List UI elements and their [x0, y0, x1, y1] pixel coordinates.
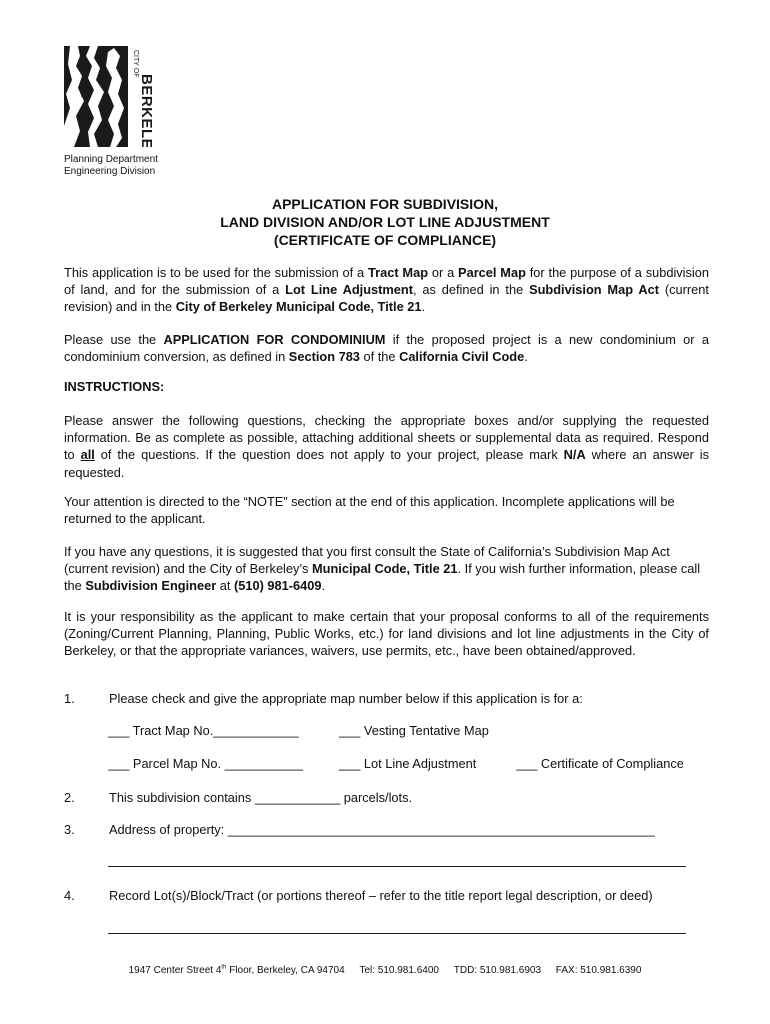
intro-bold-map-act: Subdivision Map Act [529, 282, 660, 298]
instr-text: . If you wish further information, please call the [64, 561, 701, 594]
department-name: Planning Department [64, 154, 158, 165]
address-continuation-line[interactable] [108, 866, 686, 867]
footer-address-street: 1947 Center Street 4 [128, 965, 222, 977]
parcel-map-field[interactable]: ___ Parcel Map No. ___________ [108, 756, 303, 771]
question-number: 3. [64, 822, 75, 837]
condo-text: Please use the [64, 332, 164, 347]
instr-bold-engineer: Subdivision Engineer [85, 578, 217, 594]
division-name: Engineering Division [64, 166, 156, 177]
property-address-field[interactable]: Address of property: ____________________________________________________________ [109, 822, 655, 837]
condo-bold-section: Section 783 [288, 349, 360, 365]
intro-text: , as defined in the [412, 282, 530, 298]
logo-city-of-text: CITY OF [132, 50, 139, 78]
page-title [0, 195, 770, 249]
footer-tel: Tel: 510.981.6400 [359, 965, 439, 977]
instr-text: If you have any questions, it is suggested that you first consult the State of California’s Subdivision Map Act (current revision) and the City of Berkeley’s [64, 544, 670, 577]
record-lot-answer-line[interactable] [108, 933, 686, 934]
intro-bold-tract-map: Tract Map [368, 265, 429, 280]
condo-bold-application: APPLICATION FOR CONDOMINIUM [163, 332, 386, 347]
parcels-count-field[interactable]: This subdivision contains ____________ parcels/lots. [109, 790, 413, 805]
condominium-paragraph [64, 331, 709, 365]
intro-text: This application is to be used for the submission of a [64, 265, 368, 280]
instr-text: where an answer is requested. [64, 447, 709, 480]
instr-text: at [216, 578, 234, 594]
instr-text: Please answer the following questions, checking the appropriate boxes and/or supplying the requested information. Be as complete as possible, attaching additional sheets or supplemental data as required. Respond to [64, 413, 709, 463]
intro-text: for the purpose of a subdivision of land, and for the submission of a [64, 265, 709, 298]
intro-bold-municipal-code: City of Berkeley Municipal Code, Title 21 [175, 299, 422, 315]
question-number: 1. [64, 691, 75, 706]
instr-text: . [321, 578, 326, 594]
condo-text: . [524, 349, 528, 365]
berkeley-silhouette-logo-icon [64, 46, 162, 147]
condo-text: of the [359, 349, 400, 365]
question-number: 2. [64, 790, 75, 805]
footer-fax: FAX: 510.981.6390 [555, 965, 642, 977]
question-text: Please check and give the appropriate map number below if this application is for a: [109, 691, 583, 706]
title-line-3: (CERTIFICATE OF COMPLIANCE) [273, 232, 497, 248]
intro-paragraph [64, 264, 709, 316]
footer-address [129, 965, 345, 976]
instructions-heading: INSTRUCTIONS: [64, 379, 165, 394]
title-line-2: LAND DIVISION AND/OR LOT LINE ADJUSTMENT [220, 214, 550, 230]
question-number: 4. [64, 888, 75, 903]
footer-tdd: TDD: 510.981.6903 [453, 965, 542, 977]
instr-underlined-all: all [80, 447, 95, 463]
certificate-of-compliance-field[interactable]: ___ Certificate of Compliance [516, 756, 684, 771]
intro-bold-lot-line: Lot Line Adjustment [285, 282, 413, 298]
instr-bold-phone: (510) 981-6409 [234, 578, 322, 594]
instructions-paragraph-2: Your attention is directed to the “NOTE” section at the end of this application. Incomplete applications will be returned to the applicant. [64, 494, 675, 527]
instructions-paragraph-3 [64, 543, 709, 595]
city-of-berkeley-logo [64, 46, 162, 147]
instructions-paragraph-1 [64, 412, 709, 481]
vesting-tentative-map-field[interactable]: ___ Vesting Tentative Map [339, 723, 489, 738]
lot-line-adjustment-field[interactable]: ___ Lot Line Adjustment [339, 756, 477, 771]
condo-bold-civil-code: California Civil Code [399, 349, 525, 365]
footer-address-city: Floor, Berkeley, CA 94704 [226, 965, 345, 977]
logo-berkeley-text: BERKELEY [138, 74, 155, 147]
tract-map-field[interactable]: ___ Tract Map No.____________ [108, 723, 299, 738]
intro-text: . [421, 299, 426, 315]
department-block [64, 154, 158, 178]
page-footer [0, 965, 770, 976]
instr-bold-municipal-code: Municipal Code, Title 21 [311, 561, 458, 577]
instructions-paragraph-4: It is your responsibility as the applicant to make certain that your proposal conforms to all of the requirements (Zoning/Current Planning, Planning, Public Works, etc.) for land divisions and lot line adjustments in the City of Berkeley, or that the appropriate variances, waivers, use permits, etc., have been obtained/approved. [64, 609, 709, 659]
title-line-1: APPLICATION FOR SUBDIVISION, [271, 196, 499, 212]
instr-bold-na: N/A [563, 447, 586, 463]
intro-bold-parcel-map: Parcel Map [458, 265, 526, 280]
intro-text: or a [428, 265, 459, 280]
footer-address-ordinal: th [221, 965, 227, 971]
condo-text: if the proposed project is a new condominium or a condominium conversion, as defined in [64, 332, 709, 365]
instr-text: of the questions. If the question does not apply to your project, please mark [94, 447, 564, 463]
question-text: Record Lot(s)/Block/Tract (or portions thereof – refer to the title report legal description, or deed) [109, 888, 653, 903]
intro-text: (current revision) and in the [64, 282, 709, 315]
